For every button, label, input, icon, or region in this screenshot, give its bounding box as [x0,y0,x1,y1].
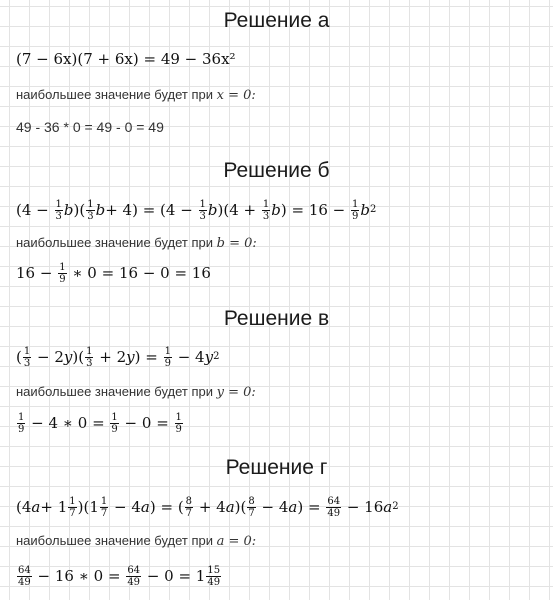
section-c-note [16,383,256,402]
section-a-note-var: x = 0: [216,88,256,103]
section-a-title: Решение а [223,9,330,32]
section-b-note [16,234,257,253]
section-d-note [16,532,256,551]
section-a-result: 49 - 36 * 0 = 49 - 0 = 49 [16,119,164,135]
section-c-note-var: y = 0: [216,385,256,400]
section-a-equation: (7 − 6x)(7 + 6x) = 49 − 36x² [16,50,236,68]
section-b-note-text: наибольшее значение будет при [16,235,213,250]
section-c-equation: ( $\frac{1}{3}$ − 2 y )( $\frac{1}{3}$ + 2 y ) = $\frac{1}{9}$ − 4 y 2 [16,345,220,369]
section-b-note-var: b = 0: [216,236,257,251]
section-c-note-text: наибольшее значение будет при [16,384,213,399]
section-d-note-var: a = 0: [216,534,257,549]
section-d-title: Решение г [225,456,328,479]
section-b-result: 16 − $\frac{1}{9}$ ∗ 0 = 16 − 0 = 16 [16,261,211,285]
section-a-note-text: наибольшее значение будет при [16,87,213,102]
section-d-equation: (4 a + 1 $\frac{1}{7}$ )(1 $\frac{1}{7}$ − 4 a ) = ( $\frac{8}{7}$ + 4 a )( $\frac{8}{7}$ − 4 a ) = $\frac{64}{49}$ − 16 a 2 [16,495,399,519]
section-b-title: Решение б [223,159,330,182]
section-a-note [16,86,256,105]
section-b-equation: (4 − $\frac{1}{3}$ b )( $\frac{1}{3}$ b + 4) = (4 − $\frac{1}{3}$ b )(4 + $\frac{1}{3}$ b ) = 16 − $\frac{1}{9}$ b 2 [16,198,377,222]
section-d-result: $\frac{64}{49}$ − 16 ∗ 0 = $\frac{64}{49}$ − 0 = 1 $\frac{15}{49}$ [18,564,221,588]
section-c-result: $\frac{1}{9}$ − 4 ∗ 0 = $\frac{1}{9}$ − 0 = $\frac{1}{9}$ [18,411,182,435]
section-d-note-text: наибольшее значение будет при [16,533,213,548]
section-c-title: Решение в [223,307,330,330]
